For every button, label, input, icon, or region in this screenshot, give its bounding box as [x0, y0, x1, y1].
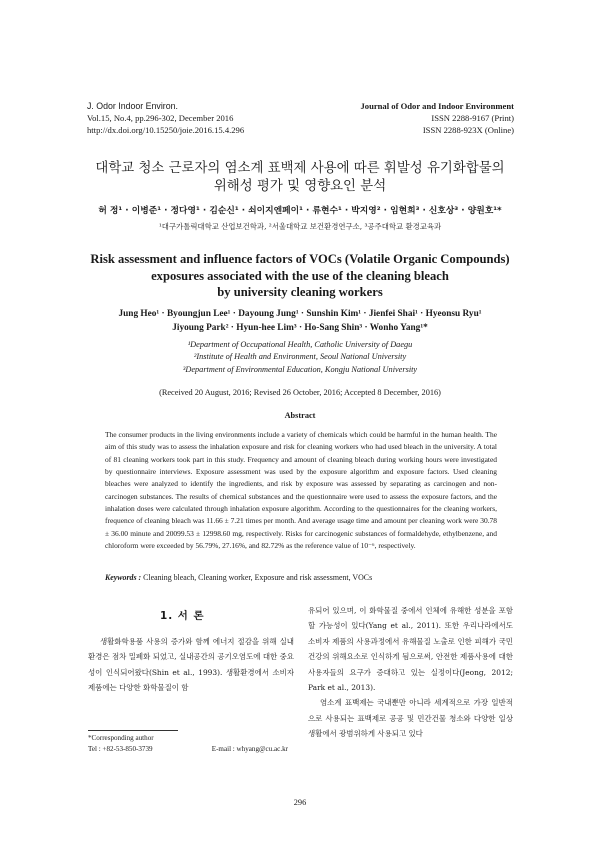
footnote [88, 733, 308, 755]
volume-info: Vol.15, No.4, pp.296-302, December 2016 [87, 113, 234, 123]
email[interactable]: E-mail : whyang@cu.ac.kr [211, 745, 288, 753]
journal-full-name: Journal of Odor and Indoor Environment [360, 101, 514, 111]
english-authors-line1: Jung Heo¹ · Byoungjun Lee¹ · Dayoung Jung¹ · Sunshin Kim¹ · Jienfei Shai¹ · Hyeonsu Ryu¹ [118, 309, 482, 319]
body-right-column [308, 603, 513, 742]
telephone: Tel : +82-53-850-3739 [88, 745, 153, 753]
english-title-line2: exposures associated with the use of the cleaning bleach [151, 268, 449, 283]
affiliation-2: ²Institute of Health and Environment, Seoul National University [193, 352, 407, 362]
english-authors [60, 308, 540, 335]
doi-link[interactable]: http://dx.doi.org/10.15250/joie.2016.15.4.296 [87, 125, 245, 135]
body-paragraph: 생활화학용품 사용의 증가와 함께 에너지 절감을 위해 실내환경은 점차 밀폐화 되었고, 실내공간의 공기오염도에 대한 중요성이 인식되어왔다(Shin et al., 1993). 생활환경에서 소비자 제품에는 다양한 화학물질이 함 [88, 637, 294, 693]
korean-affiliations: ¹대구가톨릭대학교 산업보건학과, ²서울대학교 보건환경연구소, ³공주대학교 환경교육과 [158, 222, 442, 231]
english-title-line1: Risk assessment and influence factors of VOCs (Volatile Organic Compounds) [90, 252, 510, 266]
corresponding-author-label: *Corresponding author [88, 734, 154, 742]
keywords [105, 573, 505, 582]
footnote-divider [88, 730, 178, 731]
english-affiliations [60, 339, 540, 376]
korean-title-line2: 위해성 평가 및 영향요인 분석 [213, 179, 387, 194]
body-paragraph: 유되어 있으며, 이 화학물질 중에서 인체에 유해한 성분을 포함할 가능성이 있다(Yang et al., 2011). 또한 우리나라에서도 소비자 제품의 사용과정에서 유해물질 노출로 인한 피해가 국민건강의 위해요소로 인식하게 됨으로써, 안전한 제품사용에 대한 사용자들의 요구가 증대하고 있는 실정이다(Jeong, 2012; Park et al., 2013). [308, 606, 513, 693]
abstract-text: The consumer products in the living environments include a variety of chemicals which could be harmful in the human health. The aim of this study was to assess the inhalation exposure and risk for cleaning workers who had used bleach in the university. A total of 81 cleaning workers took part in this study. Frequency and amount of cleaning bleach during working hours were investigated by questionnaire interviews. Exposure assessment was used by the exposure algorithm and exposure factors. Used cleaning bleaches were analyzed to identify the ingredients, and risk by exposure was assessed by separating as carcinogen and non-carcinogen substances. The results of chemical substances and the questionnaire were used to assess the exposure factors, and the inhalation doses were calculated through inhalation exposure algorithm. According to the questionnaires for the cleaning workers, frequence of cleaning bleach was 11.66 ± 7.21 times per month. And average usage time and amount per cleaning work were 30.78 ± 36.00 minute and 20099.53 ± 12998.60 mg, respectively. Risks for carcinogenic substances of formaldehyde, ethylbenzene, and chloroform were exceeded by 56.79%, 27.16%, and 82.72% as the reference value of 10⁻⁶, respectively. [105, 430, 497, 551]
page-number: 296 [293, 798, 307, 807]
header-right [360, 100, 514, 136]
section-heading-introduction: 1. 서 론 [160, 610, 205, 622]
affiliation-3: ³Department of Environmental Education, Kongju National University [182, 364, 418, 374]
abstract-heading: Abstract [284, 411, 316, 420]
body-paragraph: 염소계 표백제는 국내뿐만 아니라 세계적으로 가장 일반적으로 사용되는 표백제로 공공 및 민간건물 청소와 다양한 일상생활에서 광범위하게 사용되고 있다 [308, 698, 513, 739]
received-dates: (Received 20 August, 2016; Revised 26 October, 2016; Accepted 8 December, 2016) [159, 388, 441, 397]
english-authors-line2: Jiyoung Park² · Hyun-hee Lim³ · Ho-Sang Shin³ · Wonho Yang¹* [172, 322, 428, 333]
keywords-label: Keywords : [105, 573, 142, 582]
body-left-column [88, 634, 294, 696]
keywords-list: Cleaning bleach, Cleaning worker, Exposure and risk assessment, VOCs [143, 573, 373, 582]
header-left [87, 100, 244, 136]
english-title [60, 251, 540, 301]
issn-print: ISSN 2288-9167 (Print) [431, 113, 514, 123]
korean-title-line1: 대학교 청소 근로자의 염소계 표백제 사용에 따른 휘발성 유기화합물의 [95, 161, 505, 176]
journal-short-name: J. Odor Indoor Environ. [87, 101, 178, 111]
issn-online: ISSN 2288-923X (Online) [422, 125, 514, 135]
korean-title [60, 160, 540, 196]
korean-authors: 허 정¹ · 이병준¹ · 정다영¹ · 김순신¹ · 쇠이지엔페이¹ · 류현수¹ · 박지영² · 임현희³ · 신호상³ · 양원호¹* [98, 206, 502, 216]
english-title-line3: by university cleaning workers [217, 285, 383, 299]
affiliation-1: ¹Department of Occupational Health, Catholic University of Daegu [187, 340, 413, 349]
